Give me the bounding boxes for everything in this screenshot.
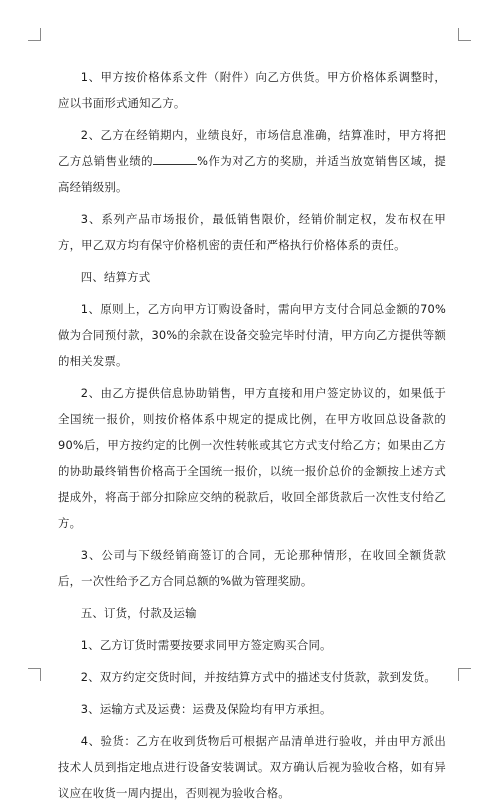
clause-reward bbox=[58, 122, 446, 200]
clause-management-reward: 3、公司与下级经销商签订的合同，无论那种情形，在收回全额货款后，一次性给予乙方合同总额的%做为管理奖励。 bbox=[58, 548, 446, 588]
crop-mark-bottom-right bbox=[458, 668, 471, 681]
section-heading-settlement: 四、结算方式 bbox=[80, 270, 151, 284]
clause-prepayment: 1、原则上，乙方向甲方订购设备时，需向甲方支付合同总金额的70%做为合同预付款，30%的余款在设备交验完毕时付清，甲方向乙方提供等额的相关发票。 bbox=[58, 302, 446, 368]
clause-price-system: 1、甲方按价格体系文件（附件）向乙方供货。甲方价格体系调整时，应以书面形式通知乙方。 bbox=[58, 70, 446, 110]
clause-shipping: 3、运输方式及运费：运费及保险均有甲方承担。 bbox=[80, 702, 332, 716]
crop-mark-top-right bbox=[458, 28, 471, 41]
crop-mark-bottom-left bbox=[28, 668, 41, 681]
document-body bbox=[58, 64, 446, 812]
section-heading-ordering: 五、订货，付款及运输 bbox=[80, 606, 197, 620]
crop-mark-top-left bbox=[28, 28, 41, 41]
clause-reward-text-before: 2、乙方在经销期内，业绩良好，市场信息准确，结算准时，甲方将把乙方总销售业绩的 bbox=[58, 128, 446, 168]
clause-commission: 2、由乙方提供信息协助销售，甲方直接和用户签定协议的，如果低于全国统一报价，则按价格体系中规定的提成比例，在甲方收回总设备款的90%后，甲方按约定的比例一次性转帐或其它方式支付给乙方；如果由乙方的协助最终销售价格高于全国统一报价，以统一报价总价的金额按上述方式提成外，将高于部分扣除应交纳的税款后，收回全部货款后一次性支付给乙方。 bbox=[58, 386, 446, 530]
reward-percent-blank[interactable] bbox=[153, 152, 197, 165]
clause-purchase-contract: 1、乙方订货时需要按要求同甲方签定购买合同。 bbox=[80, 638, 332, 652]
clause-inspection: 4、验货：乙方在收到货物后可根据产品清单进行验收，并由甲方派出技术人员到指定地点进行设备安装调试。双方确认后视为验收合格，如有异议应在收货一周内提出，否则视为验收合格。 bbox=[58, 734, 446, 800]
clause-market-price: 3、系列产品市场报价，最低销售限价，经销价制定权，发布权在甲方，甲乙双方均有保守价格机密的责任和严格执行价格体系的责任。 bbox=[58, 212, 446, 252]
clause-delivery: 2、双方约定交货时间，并按结算方式中的描述支付货款，款到发货。 bbox=[80, 670, 436, 684]
clause-reward-text-after: %作为对乙方的奖励，并适当放宽销售区域，提高经销级别。 bbox=[58, 154, 446, 194]
